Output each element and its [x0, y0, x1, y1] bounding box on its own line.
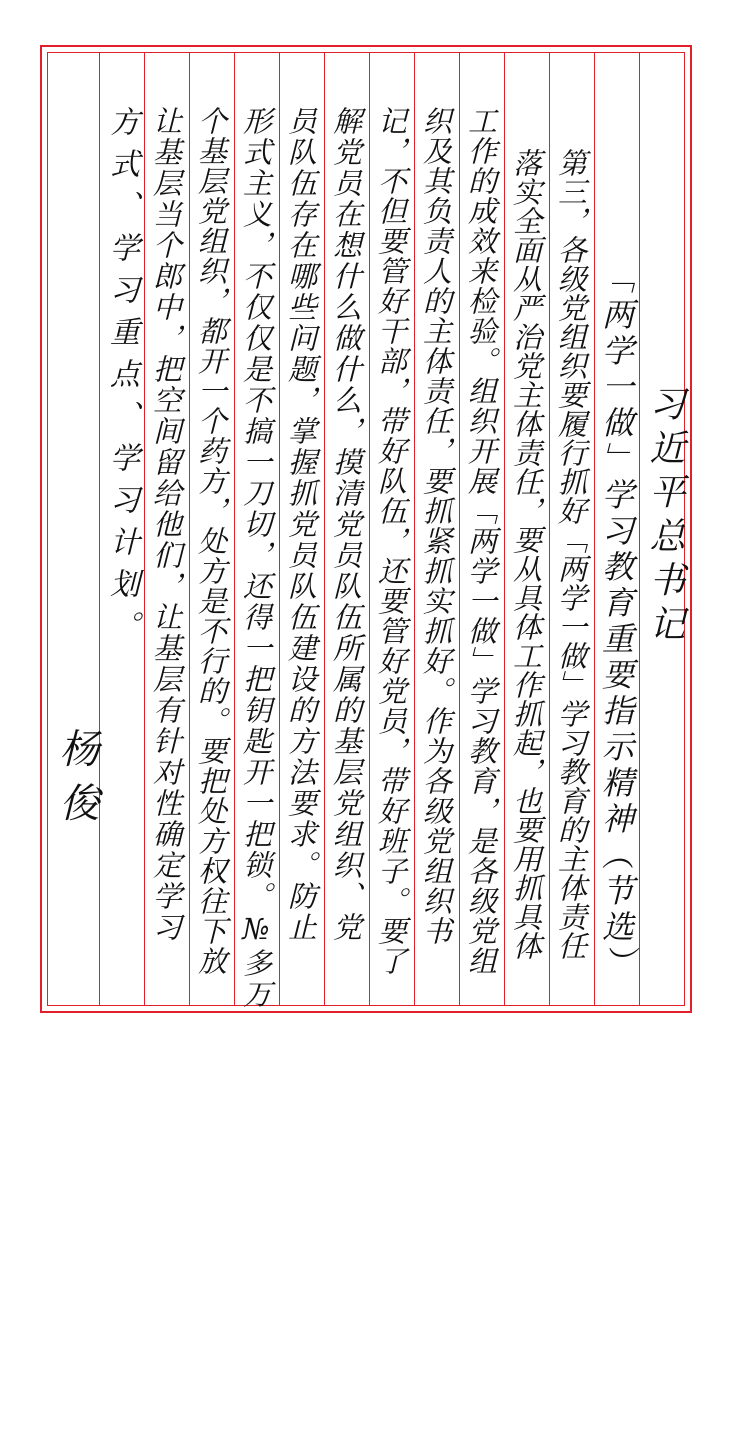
text-column: 解党员在想什么做什么，摸清党员队伍所属的基层党组织、党	[329, 106, 363, 943]
inner-border	[47, 52, 685, 1006]
column-rule	[324, 52, 325, 1006]
text-column: 员队伍存在哪些问题，掌握抓党员队伍建设的方法要求。防止	[284, 106, 318, 943]
text-column: 个基层党组织，都开一个药方，处方是不行的。要把处方权往下放	[194, 106, 228, 976]
text-column: 落实全面从严治党主体责任，要从具体工作抓起，也要用抓具体	[509, 148, 543, 960]
text-column: 织及其负责人的主体责任，要抓紧抓实抓好。作为各级党组织书	[419, 106, 453, 946]
column-rule	[189, 52, 190, 1006]
text-column: 形式主义，不仅仅是不搞一刀切，还得一把钥匙开一把锁。№多万	[239, 106, 273, 1010]
text-column: 让基层当个郎中，把空间留给他们，让基层有针对性确定学习	[149, 106, 183, 943]
text-column: 记，不但要管好干部，带好队伍，还要管好党员，带好班子。要了	[374, 106, 408, 976]
text-column: 工作的成效来检验。组织开展「两学一做」学习教育，是各级党组	[464, 106, 498, 976]
column-rule	[99, 52, 100, 1006]
document-title: 习近平总书记	[644, 385, 685, 649]
title-line-2: 「两学一做」学习教育重要指示精神（节选）	[597, 262, 635, 982]
column-rule	[594, 52, 595, 1006]
text-column: 第三，各级党组织要履行抓好「两学一做」学习教育的主体责任	[554, 148, 588, 960]
column-rule	[459, 52, 460, 1006]
column-rule	[234, 52, 235, 1006]
signature: 杨俊	[53, 728, 99, 836]
column-rule	[504, 52, 505, 1006]
text-column: 方式、学习重点、学习计划。	[104, 106, 139, 652]
column-rule	[414, 52, 415, 1006]
column-rule	[279, 52, 280, 1006]
column-rule	[369, 52, 370, 1006]
column-rule	[549, 52, 550, 1006]
column-rule	[639, 52, 640, 1006]
column-rule	[144, 52, 145, 1006]
